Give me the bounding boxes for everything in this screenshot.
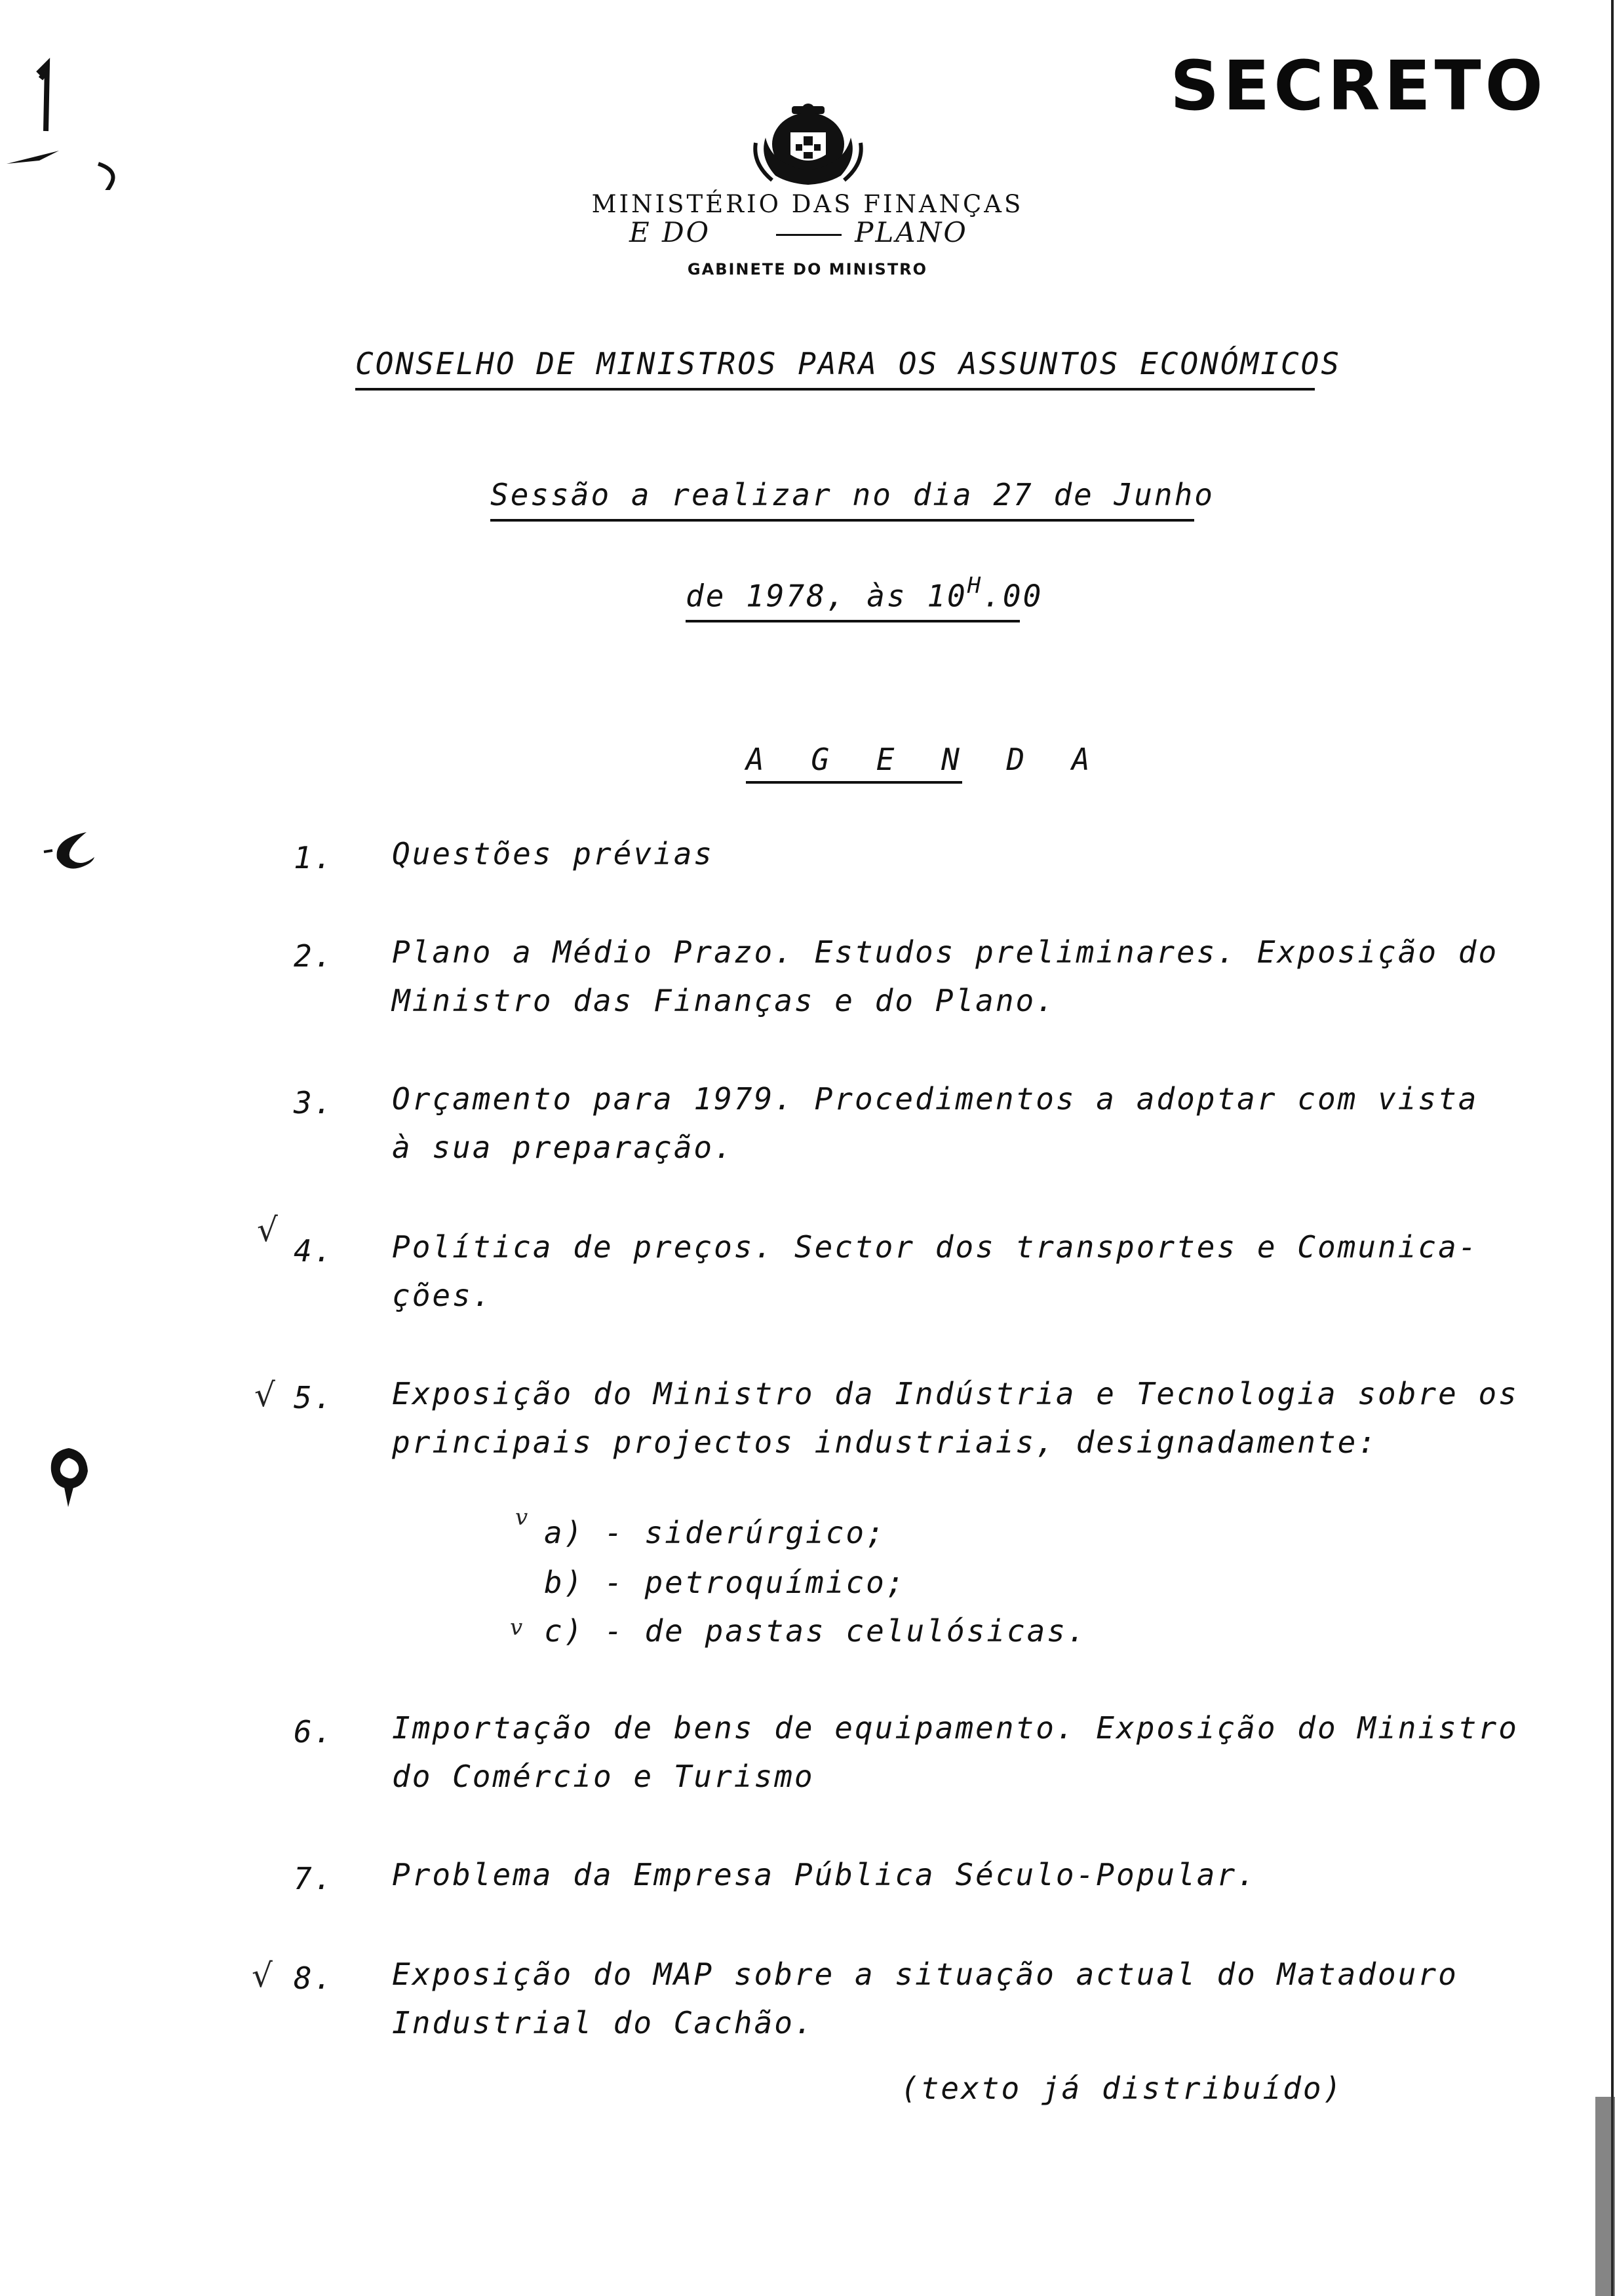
item-line: Exposição do Ministro da Indústria e Tecnologia sobre os <box>392 1376 1519 1411</box>
item-line: Plano a Médio Prazo. Estudos preliminares. Exposição do <box>392 934 1499 970</box>
classification-stamp: SECRETO <box>1170 46 1547 126</box>
item-number: 3. <box>294 1085 334 1120</box>
punch-hole-mark <box>41 819 100 878</box>
agenda-item-1 <box>392 830 714 878</box>
item-line: do Comércio e Turismo <box>392 1759 815 1794</box>
item-line: à sua preparação. <box>392 1130 734 1165</box>
item-line: Questões prévias <box>392 836 714 871</box>
item-number: 1. <box>294 840 334 875</box>
portuguese-coat-of-arms-icon <box>752 92 864 190</box>
tick-mark: v <box>510 1615 523 1641</box>
session-line-2 <box>686 573 1043 622</box>
subitem-b: b) - petroquímico; <box>544 1565 906 1600</box>
check-mark: √ <box>252 1957 273 1995</box>
tick-mark: v <box>515 1504 528 1531</box>
agenda-item-6 <box>392 1704 1519 1801</box>
ministry-line2-a: E DO <box>629 216 711 248</box>
item-line: Política de preços. Sector dos transportes e Comunica- <box>392 1229 1479 1265</box>
session-date: de 1978, às 10 <box>686 578 967 614</box>
item-line: Exposição do MAP sobre a situação actual do Matadouro <box>392 1957 1458 1992</box>
agenda-title: A G E N D A <box>746 742 962 784</box>
check-mark: √ <box>257 1211 278 1249</box>
handwritten-corner-mark <box>0 33 144 190</box>
agenda-item-3 <box>392 1075 1479 1172</box>
distribution-note: (texto já distribuído) <box>901 2071 1344 2106</box>
session-line-1: Sessão a realizar no dia 27 de Junho <box>490 477 1194 522</box>
agenda-item-5 <box>392 1369 1519 1466</box>
ministry-name: MINISTÉRIO DAS FINANÇAS <box>591 190 1024 218</box>
agenda-item-4 <box>392 1223 1479 1320</box>
item-line: Importação de bens de equipamento. Exposição do Ministro <box>392 1710 1519 1746</box>
item-line: Ministro das Finanças e do Plano. <box>392 983 1056 1018</box>
typed-dash <box>776 234 842 236</box>
council-heading: CONSELHO DE MINISTROS PARA OS ASSUNTOS ECONÓMICOS <box>355 346 1315 391</box>
time-superscript: H <box>967 573 983 599</box>
item-line: ções. <box>392 1278 493 1313</box>
item-number: 5. <box>294 1380 334 1415</box>
cabinet-name: GABINETE DO MINISTRO <box>687 260 928 278</box>
agenda-item-7 <box>392 1850 1257 1899</box>
item-line: principais projectos industriais, designadamente: <box>392 1425 1378 1460</box>
ministry-name-line2 <box>629 216 968 248</box>
item-number: 8. <box>294 1961 334 1996</box>
item-number: 6. <box>294 1714 334 1750</box>
item-line: Orçamento para 1979. Procedimentos a adoptar com vista <box>392 1081 1479 1117</box>
agenda-item-2 <box>392 928 1498 1025</box>
item-number: 2. <box>294 938 334 974</box>
subitem-a: a) - siderúrgico; <box>544 1515 886 1550</box>
item-line: Problema da Empresa Pública Século-Popular. <box>392 1857 1257 1892</box>
scan-edge-shadow <box>1595 0 1615 2296</box>
item-number: 7. <box>294 1861 334 1896</box>
subitem-c: c) - de pastas celulósicas. <box>544 1613 1087 1649</box>
item-number: 4. <box>294 1233 334 1269</box>
agenda-item-8 <box>392 1950 1458 2047</box>
punch-hole-mark <box>39 1442 98 1514</box>
session-time-minutes: .00 <box>983 578 1043 614</box>
item-line: Industrial do Cachão. <box>392 2005 815 2040</box>
check-mark: √ <box>254 1376 275 1414</box>
ministry-line2-b: PLANO <box>855 216 968 248</box>
